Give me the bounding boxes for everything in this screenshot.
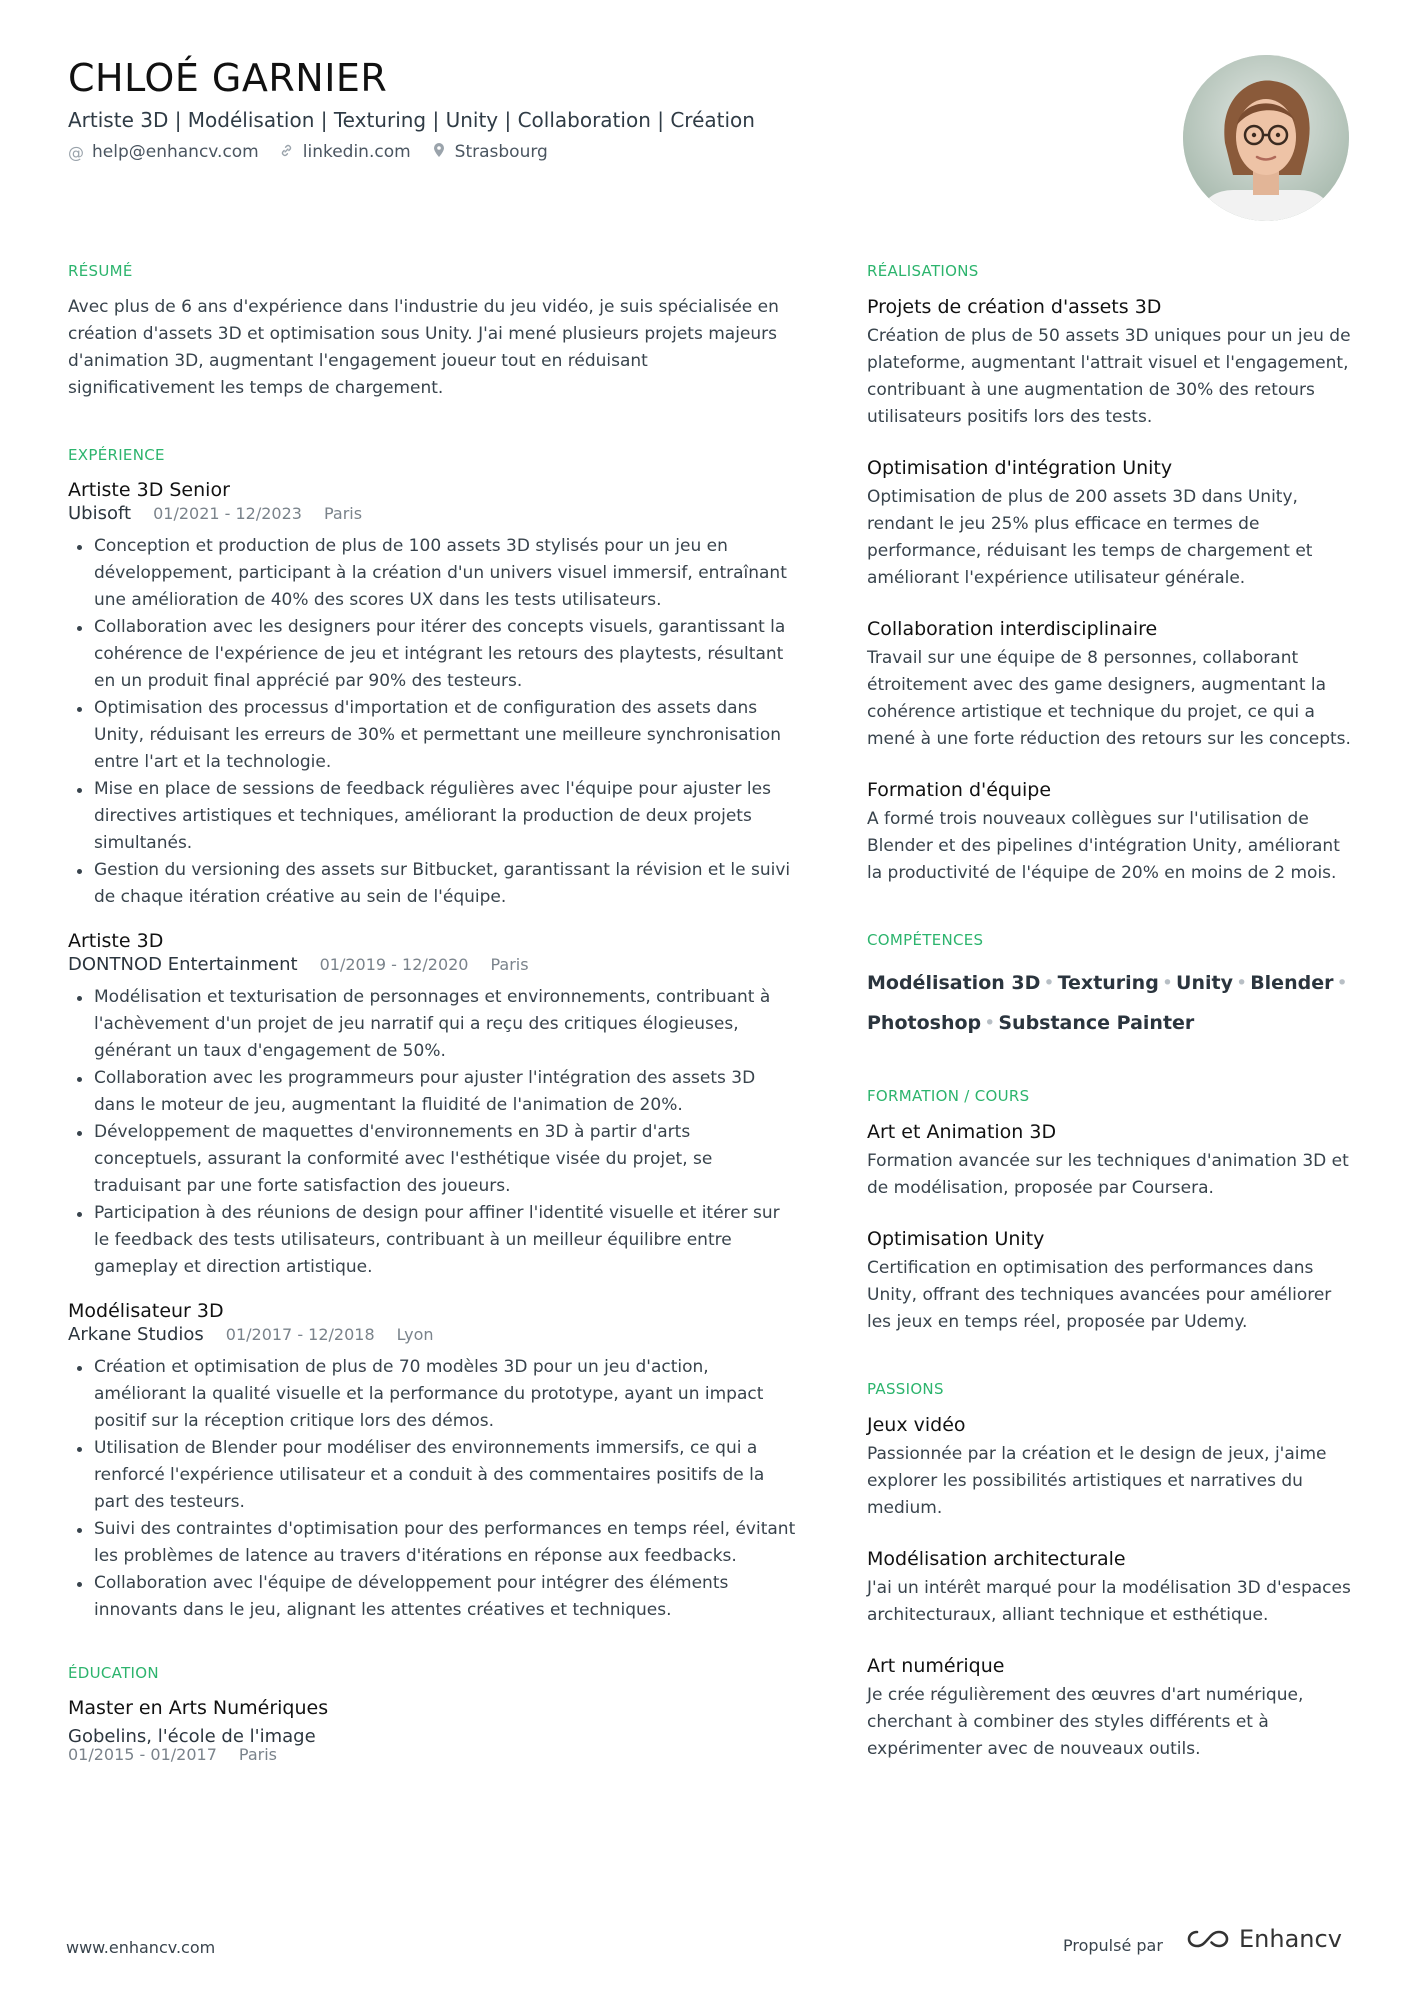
enhancv-logo[interactable] xyxy=(1185,1925,1342,1953)
right-column xyxy=(867,262,1357,1787)
achievement-item xyxy=(867,777,1357,887)
job-location: Paris xyxy=(323,504,363,523)
company-name: Arkane Studios xyxy=(68,1324,204,1345)
skills-section xyxy=(867,931,1357,1043)
email-text: help@enhancv.com xyxy=(92,142,259,162)
achievement-title: Projets de création d'assets 3D xyxy=(867,296,1162,318)
separator-dot: • xyxy=(984,1012,996,1034)
bullet-item: Collaboration avec l'équipe de développement pour intégrer des éléments innovants dans le jeu, alignant les attentes créatives et techniques. xyxy=(68,1570,798,1624)
training-text: Formation avancée sur les techniques d'animation 3D et de modélisation, proposée par Coursera. xyxy=(867,1151,1349,1198)
job-dates: 01/2021 - 12/2023 xyxy=(153,504,302,523)
skill-tag: Modélisation 3D xyxy=(867,972,1041,994)
section-heading: PASSIONS xyxy=(867,1380,944,1398)
job-meta xyxy=(68,954,798,975)
achievement-item xyxy=(867,294,1357,431)
powered-by-label: Propulsé par xyxy=(1063,1936,1163,1955)
bullet-item: Modélisation et texturisation de personnages et environnements, contribuant à l'achèvement d'un projet de jeu narratif qui a reçu des critiques élogieuses, générant un taux d'engagement de 50%. xyxy=(68,984,798,1065)
job-dates: 01/2017 - 12/2018 xyxy=(225,1325,375,1344)
contact-email[interactable] xyxy=(68,142,259,162)
enhancv-infinity-icon xyxy=(1185,1927,1231,1951)
section-heading: RÉALISATIONS xyxy=(867,262,979,280)
bullet-item: Utilisation de Blender pour modéliser des environnements immersifs, ce qui a renforcé l'expérience utilisateur et a conduit à des commentaires positifs de la part des testeurs. xyxy=(68,1435,798,1516)
job-bullets xyxy=(68,1354,798,1624)
passion-title: Jeux vidéo xyxy=(867,1414,966,1436)
training-text: Certification en optimisation des performances dans Unity, offrant des techniques avancées pour améliorer les jeux en temps réel, proposée par Udemy. xyxy=(867,1258,1332,1332)
bullet-item: Suivi des contraintes d'optimisation pour des performances en temps réel, évitant les problèmes de latence au travers d'itérations en réponse aux feedbacks. xyxy=(68,1516,798,1570)
job-meta xyxy=(68,1324,798,1345)
contact-bar xyxy=(68,142,548,162)
left-column xyxy=(68,262,798,1764)
achievement-item xyxy=(867,455,1357,592)
link-icon xyxy=(279,143,295,162)
candidate-title: Artiste 3D | Modélisation | Texturing | Unity | Collaboration | Création xyxy=(68,108,755,132)
section-heading: FORMATION / COURS xyxy=(867,1087,1030,1105)
section-heading: EXPÉRIENCE xyxy=(68,446,165,464)
achievement-text: A formé trois nouveaux collègues sur l'utilisation de Blender et des pipelines d'intégration Unity, améliorant la productivité de l'équipe de 20% en moins de 2 mois. xyxy=(867,809,1340,883)
skill-tag: Unity xyxy=(1176,972,1233,994)
education-section xyxy=(68,1664,798,1764)
bullet-item: Mise en place de sessions de feedback régulières avec l'équipe pour ajuster les directives artistiques et techniques, améliorant la production de deux projets simultanés. xyxy=(68,776,798,857)
achievement-item xyxy=(867,616,1357,753)
achievement-title: Formation d'équipe xyxy=(867,779,1052,801)
separator-dot: • xyxy=(1235,972,1248,994)
job-entry xyxy=(68,929,798,1281)
passion-text: J'ai un intérêt marqué pour la modélisation 3D d'espaces architecturaux, alliant technique et esthétique. xyxy=(867,1578,1351,1625)
passion-text: Passionnée par la création et le design de jeux, j'aime explorer les possibilités artistiques et narratives du medium. xyxy=(867,1444,1327,1518)
job-location: Lyon xyxy=(396,1325,434,1344)
experience-section xyxy=(68,446,798,1624)
bullet-item: Optimisation des processus d'importation et de configuration des assets dans Unity, réduisant les erreurs de 30% et permettant une meilleure synchronisation entre l'art et la technologie. xyxy=(68,695,798,776)
achievement-title: Collaboration interdisciplinaire xyxy=(867,618,1158,640)
section-heading: COMPÉTENCES xyxy=(867,931,984,949)
at-icon: @ xyxy=(68,142,84,162)
skills-list xyxy=(867,963,1357,1043)
footer-website-link[interactable]: www.enhancv.com xyxy=(66,1938,216,1957)
company-name: Ubisoft xyxy=(68,503,132,524)
school-name: Gobelins, l'école de l'image xyxy=(68,1726,316,1747)
bullet-item: Conception et production de plus de 100 assets 3D stylisés pour un jeu en développement, participant à la création d'un univers visuel immersif, entraînant une amélioration de 40% des scores UX dans les tests utilisateurs. xyxy=(68,533,798,614)
contact-linkedin[interactable] xyxy=(279,142,411,162)
job-title: Modélisateur 3D xyxy=(68,1300,224,1322)
separator-dot: • xyxy=(1336,972,1348,994)
passions-section xyxy=(867,1380,1357,1763)
contact-location xyxy=(431,142,548,162)
location-pin-icon xyxy=(431,142,447,162)
passion-item xyxy=(867,1412,1357,1522)
job-entry xyxy=(68,478,798,911)
profile-photo xyxy=(1183,55,1349,221)
bullet-item: Création et optimisation de plus de 70 modèles 3D pour un jeu d'action, améliorant la qualité visuelle et la performance du prototype, ayant un impact positif sur la réception critique lors des démos. xyxy=(68,1354,798,1435)
bullet-item: Gestion du versioning des assets sur Bitbucket, garantissant la révision et le suivi de chaque itération créative au sein de l'équipe. xyxy=(68,857,798,911)
achievement-text: Création de plus de 50 assets 3D uniques pour un jeu de plateforme, augmentant l'attrait visuel et l'engagement, contribuant à une augmentation de 30% des retours utilisateurs positifs lors des tests. xyxy=(867,326,1351,427)
linkedin-text: linkedin.com xyxy=(302,142,411,162)
bullet-item: Participation à des réunions de design pour affiner l'identité visuelle et itérer sur le feedback des tests utilisateurs, contribuant à un meilleur équilibre entre gameplay et direction artistique. xyxy=(68,1200,798,1281)
achievement-text: Travail sur une équipe de 8 personnes, collaborant étroitement avec des game designers, augmentant la cohérence artistique et technique du projet, ce qui a mené à une forte réduction des retours sur les concepts. xyxy=(867,648,1351,749)
achievement-title: Optimisation d'intégration Unity xyxy=(867,457,1173,479)
achievements-section xyxy=(867,262,1357,887)
job-entry xyxy=(68,1299,798,1624)
passion-item xyxy=(867,1546,1357,1629)
skill-tag: Substance Painter xyxy=(998,1012,1195,1034)
bullet-item: Collaboration avec les designers pour itérer des concepts visuels, garantissant la cohérence de l'expérience de jeu et intégrant les retours des playtests, résultant en un produit final apprécié par 90% des testeurs. xyxy=(68,614,798,695)
skill-tag: Texturing xyxy=(1057,972,1159,994)
passion-title: Modélisation architecturale xyxy=(867,1548,1126,1570)
section-heading: RÉSUMÉ xyxy=(68,262,133,280)
job-location: Paris xyxy=(490,955,529,974)
training-item xyxy=(867,1226,1357,1336)
training-section xyxy=(867,1087,1357,1336)
job-bullets xyxy=(68,984,798,1281)
skill-tag: Blender xyxy=(1250,972,1334,994)
job-title: Artiste 3D Senior xyxy=(68,479,230,501)
job-title: Artiste 3D xyxy=(68,930,164,952)
passion-title: Art numérique xyxy=(867,1655,1005,1677)
passion-text: Je crée régulièrement des œuvres d'art numérique, cherchant à combiner des styles différents et à expérimenter avec de nouveaux outils. xyxy=(867,1685,1304,1759)
education-dates: 01/2015 - 01/2017 xyxy=(68,1745,217,1764)
job-bullets xyxy=(68,533,798,911)
company-name: DONTNOD Entertainment xyxy=(68,954,298,975)
job-meta xyxy=(68,503,798,524)
separator-dot: • xyxy=(1043,972,1055,994)
bullet-item: Développement de maquettes d'environnements en 3D à partir d'arts conceptuels, assurant la conformité avec l'esthétique visée du projet, se traduisant par une forte satisfaction des joueurs. xyxy=(68,1119,798,1200)
summary-text: Avec plus de 6 ans d'expérience dans l'industrie du jeu vidéo, je suis spécialisée en création d'assets 3D et optimisation sous Unity. J'ai mené plusieurs projets majeurs d'animation 3D, augmentant l'engagement joueur tout en réduisant significativement les temps de chargement. xyxy=(68,297,779,398)
training-item xyxy=(867,1119,1357,1202)
bullet-item: Collaboration avec les programmeurs pour ajuster l'intégration des assets 3D dans le moteur de jeu, augmentant la fluidité de l'animation de 20%. xyxy=(68,1065,798,1119)
summary-section xyxy=(68,262,798,402)
education-meta xyxy=(68,1745,798,1764)
section-heading: ÉDUCATION xyxy=(68,1664,159,1682)
location-text: Strasbourg xyxy=(454,142,548,162)
brand-name: Enhancv xyxy=(1239,1925,1342,1953)
training-title: Optimisation Unity xyxy=(867,1228,1045,1250)
candidate-name: CHLOÉ GARNIER xyxy=(68,56,388,100)
skill-tag: Photoshop xyxy=(867,1012,982,1034)
achievement-text: Optimisation de plus de 200 assets 3D dans Unity, rendant le jeu 25% plus efficace en termes de performance, réduisant les temps de chargement et améliorant l'expérience utilisateur générale. xyxy=(867,487,1313,588)
training-title: Art et Animation 3D xyxy=(867,1121,1057,1143)
passion-item xyxy=(867,1653,1357,1763)
education-location: Paris xyxy=(238,1745,277,1764)
degree-title: Master en Arts Numériques xyxy=(68,1697,329,1719)
separator-dot: • xyxy=(1161,972,1174,994)
job-dates: 01/2019 - 12/2020 xyxy=(319,955,469,974)
